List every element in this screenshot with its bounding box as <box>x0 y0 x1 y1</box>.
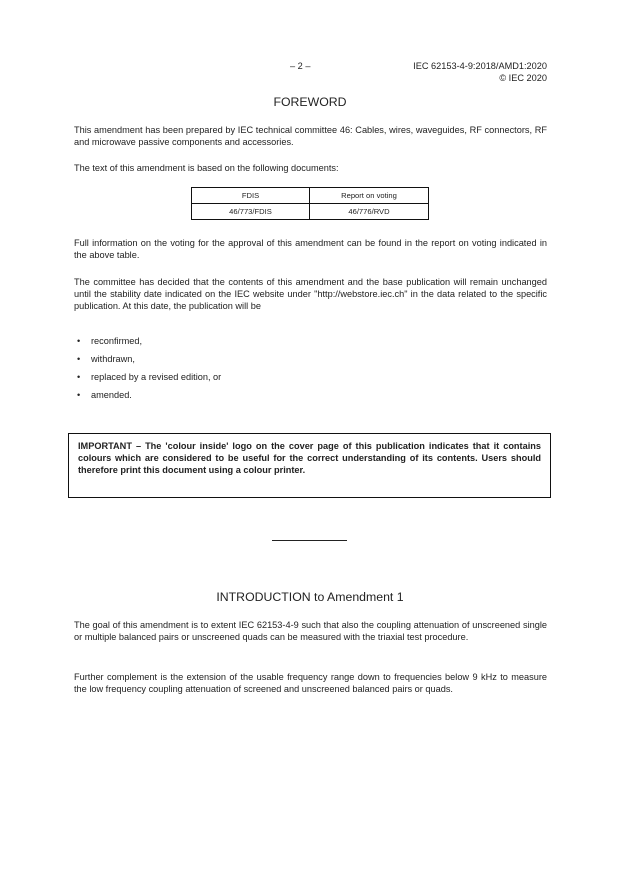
page-number: – 2 – <box>290 61 311 71</box>
bullet-icon: • <box>77 372 81 382</box>
bullet-icon: • <box>77 390 81 400</box>
table-row <box>192 204 429 220</box>
list-item: amended. <box>91 390 132 400</box>
foreword-title: FOREWORD <box>273 95 347 109</box>
documents-table <box>191 187 429 220</box>
table-cell: 46/776/RVD <box>310 204 429 220</box>
important-notice: IMPORTANT – The 'colour inside' logo on the cover page of this publication indicates that it contains colours which are considered to be useful for the correct understanding of its contents. Users should therefore print this document using a colour printer. <box>68 433 551 498</box>
bullet-icon: • <box>77 336 81 346</box>
foreword-paragraph-3: Full information on the voting for the approval of this amendment can be found in the report on voting indicated in the above table. <box>74 238 547 260</box>
table-cell: 46/773/FDIS <box>192 204 310 220</box>
foreword-paragraph-2: The text of this amendment is based on the following documents: <box>74 163 339 173</box>
bullet-icon: • <box>77 354 81 364</box>
introduction-paragraph-1: The goal of this amendment is to extent IEC 62153-4-9 such that also the coupling attenuation of unscreened single or multiple balanced pairs or unscreened quads can be measured with the triaxial test procedure. <box>74 620 547 642</box>
foreword-paragraph-4: The committee has decided that the contents of this amendment and the base publication will remain unchanged until the stability date indicated on the IEC website under "http://webstore.iec.ch" in the data related to the specific publication. At this date, the publication will be <box>74 277 547 311</box>
section-divider <box>272 540 347 541</box>
introduction-paragraph-2: Further complement is the extension of the usable frequency range down to frequencies below 9 kHz to measure the low frequency coupling attenuation of screened and unscreened balanced pairs or quads. <box>74 672 547 694</box>
copyright: © IEC 2020 <box>499 73 547 83</box>
table-header: FDIS <box>192 188 310 204</box>
list-item: replaced by a revised edition, or <box>91 372 222 382</box>
document-id: IEC 62153-4-9:2018/AMD1:2020 <box>413 61 547 71</box>
list-item: withdrawn, <box>91 354 135 364</box>
list-item: reconfirmed, <box>91 336 143 346</box>
table-header: Report on voting <box>310 188 429 204</box>
foreword-paragraph-1: This amendment has been prepared by IEC technical committee 46: Cables, wires, waveguides, RF connectors, RF and microwave passive components and accessories. <box>74 125 547 147</box>
table-header-row <box>192 188 429 204</box>
introduction-title: INTRODUCTION to Amendment 1 <box>216 590 404 604</box>
